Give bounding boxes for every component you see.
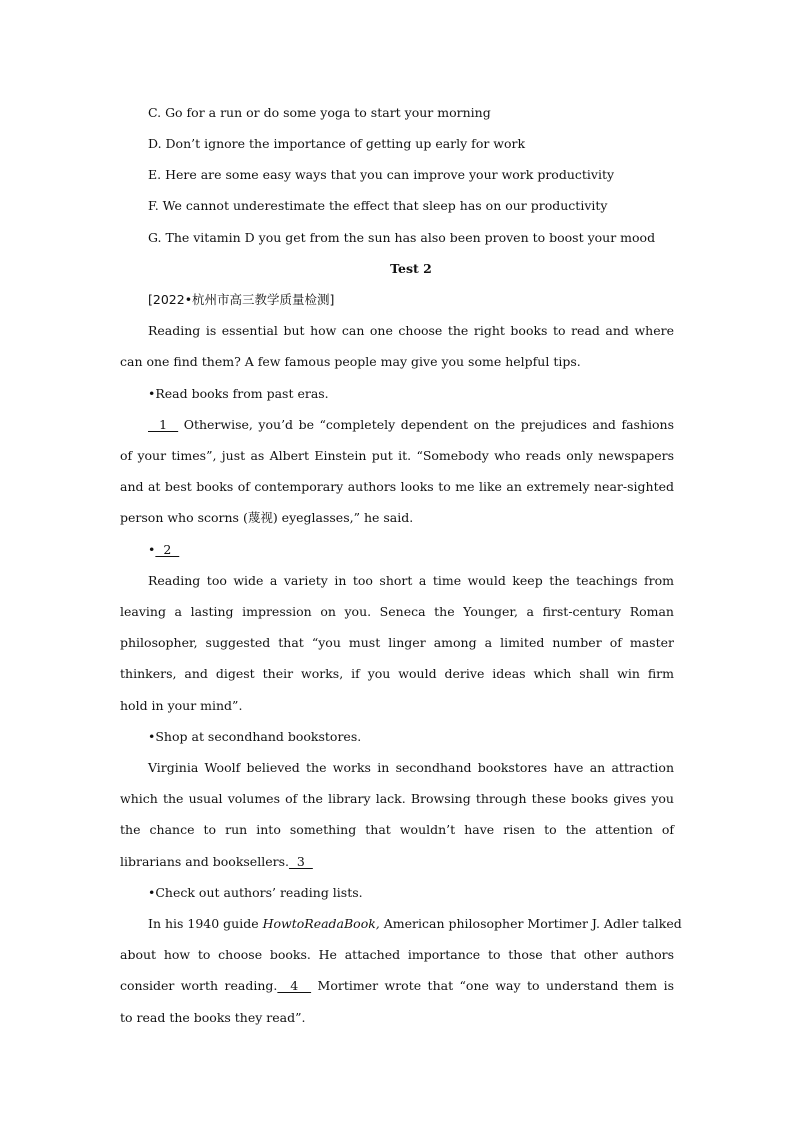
para4-line-4: to read the books they read”. bbox=[120, 1010, 306, 1025]
para1-line-1 bbox=[148, 417, 674, 433]
para4-line-1 bbox=[148, 916, 682, 932]
para2-line-3: philosopher, suggested that “you must linger among a limited number of master bbox=[120, 635, 674, 650]
tip-heading-3: •Shop at secondhand bookstores. bbox=[148, 729, 362, 744]
option-f: F. We cannot underestimate the effect that sleep has on our productivity bbox=[148, 198, 608, 213]
tip-heading-4: •Check out authors’ reading lists. bbox=[148, 885, 363, 900]
para2-line-4: thinkers, and digest their works, if you would derive ideas which shall win firm bbox=[120, 666, 674, 681]
blank-2[interactable]: 2 bbox=[155, 542, 180, 557]
para1-line-4: person who scorns (蔑视) eyeglasses,” he said. bbox=[120, 510, 414, 525]
para4-line-3-pre: consider worth reading. bbox=[120, 978, 278, 993]
option-c: C. Go for a run or do some yoga to start your morning bbox=[148, 105, 491, 120]
para1-line-3: and at best books of contemporary authors looks to me like an extremely near-sighted bbox=[120, 479, 674, 494]
para3-line-4 bbox=[120, 854, 313, 870]
para3-line-4-text: librarians and booksellers. bbox=[120, 854, 289, 869]
option-e: E. Here are some easy ways that you can improve your work productivity bbox=[148, 167, 615, 182]
book-title: HowtoReadaBook, bbox=[262, 916, 380, 931]
para4-line-2: about how to choose books. He attached importance to those that other authors bbox=[120, 947, 674, 962]
option-d: D. Don’t ignore the importance of getting up early for work bbox=[148, 136, 526, 151]
para2-line-5: hold in your mind”. bbox=[120, 698, 243, 713]
tip-heading-1: •Read books from past eras. bbox=[148, 386, 329, 401]
para3-line-2: which the usual volumes of the library lack. Browsing through these books gives you bbox=[120, 791, 674, 806]
para2-line-1: Reading too wide a variety in too short a time would keep the teachings from bbox=[148, 573, 674, 588]
source-label: [2022•杭州市高三教学质量检测] bbox=[148, 292, 335, 307]
blank-4[interactable]: 4 bbox=[277, 978, 312, 993]
test-title: Test 2 bbox=[390, 261, 432, 276]
para4-line-1-pre: In his 1940 guide bbox=[148, 916, 263, 931]
para4-line-3-post: Mortimer wrote that “one way to understand them is bbox=[311, 978, 674, 993]
para2-line-2: leaving a lasting impression on you. Seneca the Younger, a first-century Roman bbox=[120, 604, 674, 619]
blank-3[interactable]: 3 bbox=[288, 854, 313, 869]
para3-line-1: Virginia Woolf believed the works in secondhand bookstores have an attraction bbox=[148, 760, 674, 775]
bullet-mark: • bbox=[148, 542, 156, 557]
para4-line-1-post: American philosopher Mortimer J. Adler talked bbox=[379, 916, 682, 931]
option-g: G. The vitamin D you get from the sun has also been proven to boost your mood bbox=[148, 230, 656, 245]
para1-line-1-text: Otherwise, you’d be “completely dependent on the prejudices and fashions bbox=[178, 417, 674, 432]
intro-line-1: Reading is essential but how can one choose the right books to read and where bbox=[148, 323, 674, 338]
para4-line-3 bbox=[120, 978, 674, 994]
para1-line-2: of your times”, just as Albert Einstein put it. “Somebody who reads only newspapers bbox=[120, 448, 674, 463]
intro-line-2: can one find them? A few famous people may give you some helpful tips. bbox=[120, 354, 581, 369]
para3-line-3: the chance to run into something that wouldn’t have risen to the attention of bbox=[120, 822, 674, 837]
tip-heading-2 bbox=[148, 542, 179, 558]
blank-1[interactable]: 1 bbox=[148, 417, 179, 432]
